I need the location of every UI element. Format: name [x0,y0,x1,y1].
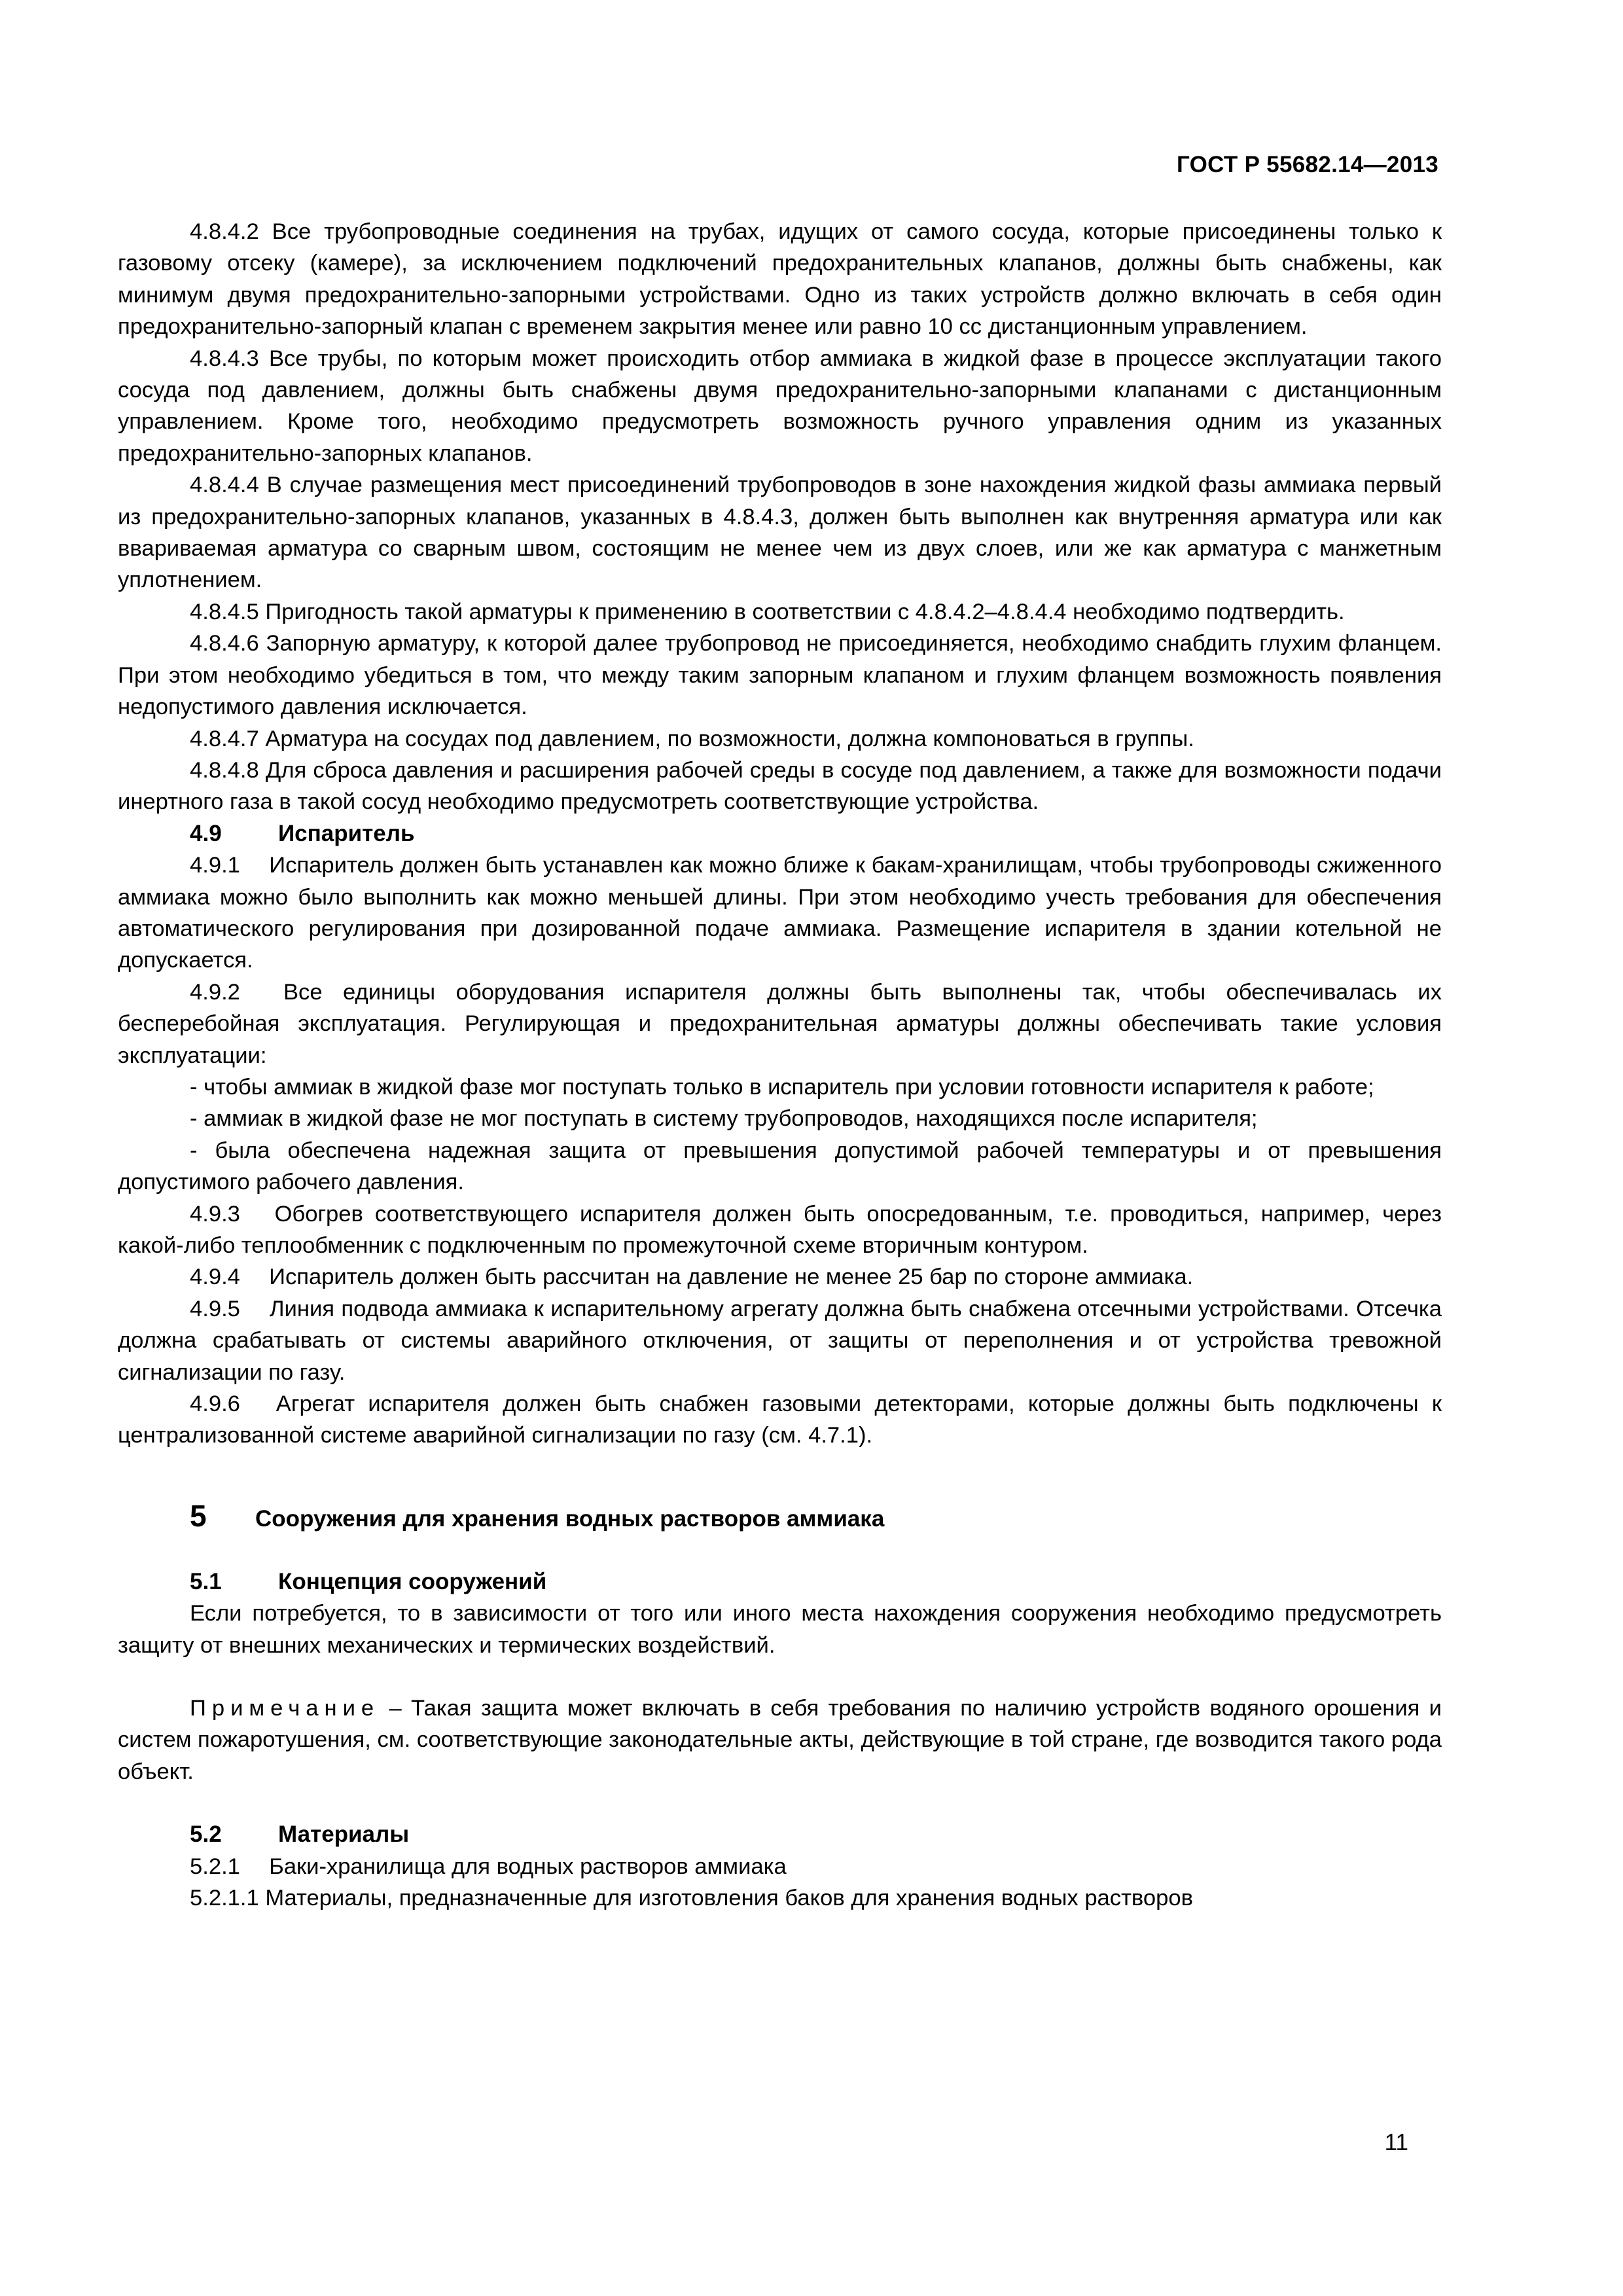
list-item: - была обеспечена надежная защита от превышения допустимой рабочей температуры и от превышения допустимого рабочего давления. [118,1138,1442,1195]
page-number: 11 [1384,2130,1408,2155]
list-item: - чтобы аммиак в жидкой фазе мог поступать только в испаритель при условии готовности испарителя к работе; [190,1074,1374,1100]
paragraph-4-8-4-2: 4.8.4.2 Все трубопроводные соединения на трубах, идущих от самого сосуда, которые присоединены только к газовому отсеку (камере), за исключением подключений предохранительных клапанов, должны быть снабжены, как минимум двумя предохранительно-запорными устройствами. Одно из таких устройств должно включать в себя один предохранительно-запорный клапан с временем закрытия менее или равно 10 сс дистанционным управлением. [118,219,1442,340]
note-text: – Такая защита может включать в себя требования по наличию устройств водяного орошения и систем пожаротушения, см. соответствующие законодательные акты, действующие в той стране, где возводится такого рода объект. [118,1696,1442,1784]
spacer [118,1661,1442,1693]
paragraph-4-9-6: 4.9.6 Агрегат испарителя должен быть снабжен газовыми детекторами, которые должны быть подключены к централизованной системе аварийной сигнализации по газу (см. 4.7.1). [118,1391,1442,1448]
paragraph-4-8-4-5: 4.8.4.5 Пригодность такой арматуры к применению в соответствии с 4.8.4.2–4.8.4.4 необходимо подтвердить. [190,599,1345,624]
paragraph-4-8-4-4: 4.8.4.4 В случае размещения мест присоединений трубопроводов в зоне нахождения жидкой фазы аммиака первый из предохранительно-запорных клапанов, указанных в 4.8.4.3, должен быть выполнен как внутренняя арматура или как ввариваемая арматура со сварным швом, состоящим не менее чем из двух слоев, или же как арматура с манжетным уплотнением. [118,473,1442,593]
spacer [118,1535,1442,1566]
paragraph-4-8-4-7: 4.8.4.7 Арматура на сосудах под давлением, по возможности, должна компоноваться в группы. [190,726,1194,751]
paragraph-4-9-2: 4.9.2 Все единицы оборудования испарителя должны быть выполнены так, чтобы обеспечивалась их бесперебойная эксплуатация. Регулирующая и предохранительная арматуры должны обеспечивать такие условия эксплуатации: [118,979,1442,1068]
paragraph-4-9-5: 4.9.5 Линия подвода аммиака к испарительному агрегату должна быть снабжена отсечными устройствами. Отсечка должна срабатывать от системы аварийного отключения, от защиты от переполнения и от устройства тревожной сигнализации по газу. [118,1296,1442,1385]
spacer [118,1787,1442,1819]
subsection-heading-5-1 [118,1566,1442,1598]
paragraph-5-2-1-1: 5.2.1.1 Материалы, предназначенные для изготовления баков для хранения водных растворов [190,1886,1193,1911]
section-heading-5 [118,1500,1442,1535]
subsection-number: 4.9 [190,820,222,846]
note [118,1693,1442,1787]
subsection-heading-5-2 [118,1819,1442,1850]
spacer [118,1452,1442,1500]
section-title: Сооружения для хранения водных растворов аммиака [255,1505,885,1532]
subsection-title: Испаритель [278,820,415,846]
section-number: 5 [190,1498,207,1533]
paragraph-4-9-3: 4.9.3 Обогрев соответствующего испарителя должен быть опосредованным, т.е. проводиться, например, через какой-либо теплообменник с подключенным по промежуточной схеме вторичным контуром. [118,1201,1442,1258]
subsection-title: Концепция сооружений [278,1568,547,1594]
paragraph-4-8-4-3: 4.8.4.3 Все трубы, по которым может происходить отбор аммиака в жидкой фазе в процессе эксплуатации такого сосуда под давлением, должны быть снабжены двумя предохранительно-запорными клапанами с дистанционным управлением. Кроме того, необходимо предусмотреть возможность ручного управления одним из указанных предохранительно-запорных клапанов. [118,346,1442,466]
paragraph-4-8-4-6: 4.8.4.6 Запорную арматуру, к которой далее трубопровод не присоединяется, необходимо снабдить глухим фланцем. При этом необходимо убедиться в том, что между таким запорным клапаном и глухим фланцем возможность появления недопустимого давления исключается. [118,631,1442,720]
paragraph-4-9-4: 4.9.4 Испаритель должен быть рассчитан на давление не менее 25 бар по стороне аммиака. [190,1265,1194,1290]
paragraph-4-8-4-8: 4.8.4.8 Для сброса давления и расширения рабочей среды в сосуде под давлением, а также для возможности подачи инертного газа в такой сосуд необходимо предусмотреть соответствующие устройства. [118,757,1442,815]
subsection-title: Материалы [278,1821,410,1848]
subsection-heading-4-9 [118,818,1442,850]
document-body [118,216,1442,1914]
subsection-number: 5.1 [190,1568,222,1594]
note-label: Примечание [190,1696,380,1721]
paragraph-5-2-1: 5.2.1 Баки-хранилища для водных растворов аммиака [190,1854,787,1879]
list-item: - аммиак в жидкой фазе не мог поступать в систему трубопроводов, находящихся после испарителя; [190,1106,1258,1132]
document-header-id: ГОСТ Р 55682.14—2013 [1176,152,1438,177]
paragraph-4-9-1: 4.9.1 Испаритель должен быть устанавлен как можно ближе к бакам-хранилищам, чтобы трубопроводы сжиженного аммиака можно было выполнить как можно меньшей длины. При этом необходимо учесть требования для обеспечения автоматического регулирования при дозированной подаче аммиака. Размещение испарителя в здании котельной не допускается. [118,853,1442,973]
paragraph-5-1: Если потребуется, то в зависимости от того или иного места нахождения сооружения необходимо предусмотреть защиту от внешних механических и термических воздействий. [118,1601,1442,1658]
subsection-number: 5.2 [190,1821,222,1848]
